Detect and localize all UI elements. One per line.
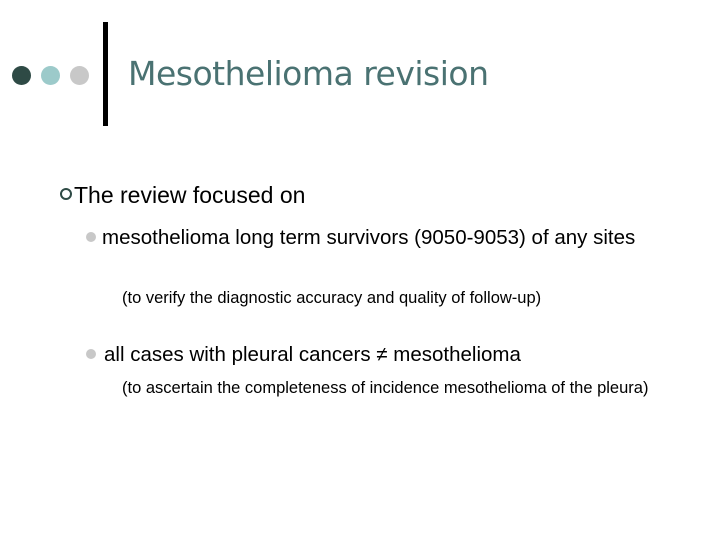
bullet-emphasis-any: any (554, 226, 588, 249)
note-pleural: (to ascertain the completeness of incidence mesothelioma of the pleura) (122, 379, 649, 397)
bullet-text-pleural: all cases with pleural cancers ≠ mesothelioma (104, 343, 521, 366)
intro-bullet (60, 182, 305, 209)
bullet-text-survivors: mesothelioma long term survivors (9050-9053) of (102, 226, 555, 249)
slide-title: Mesothelioma revision (128, 54, 489, 93)
bullet-dot-icon (86, 349, 96, 359)
decorative-dot-teal (41, 66, 60, 85)
ring-bullet-icon (60, 188, 72, 200)
decorative-dot-dark (12, 66, 31, 85)
bullet-item-survivors (86, 224, 706, 252)
decorative-dot-gray (70, 66, 89, 85)
bullet-text-sites: sites (587, 226, 636, 249)
title-divider (103, 22, 108, 126)
bullet-item-pleural (86, 341, 706, 369)
intro-text: The review focused on (74, 182, 306, 208)
note-survivors: (to verify the diagnostic accuracy and quality of follow-up) (122, 289, 542, 307)
bullet-dot-icon (86, 232, 96, 242)
